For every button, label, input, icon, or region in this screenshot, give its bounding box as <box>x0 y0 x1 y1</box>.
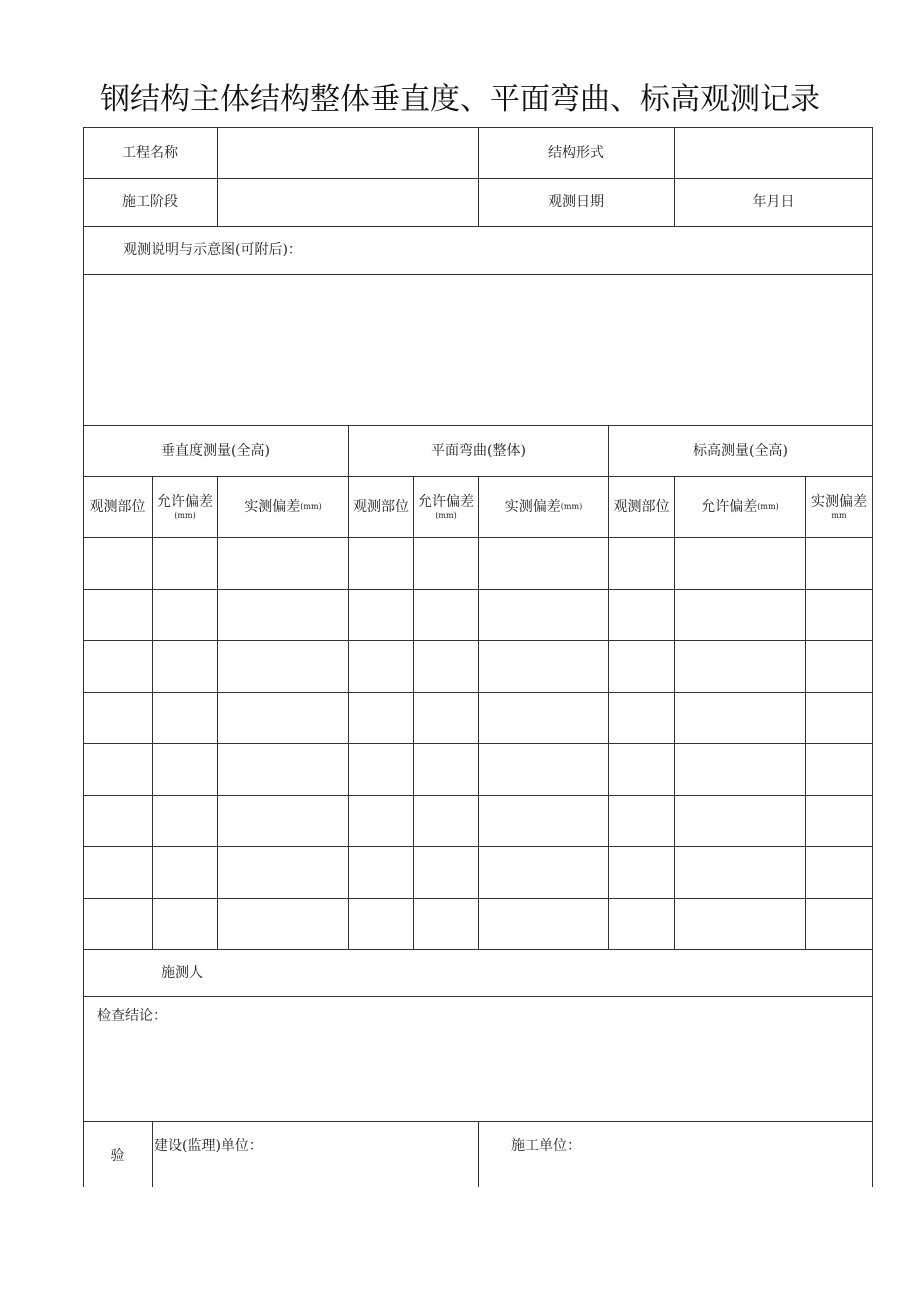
col-allowed-dev <box>414 476 478 537</box>
structure-form-field[interactable] <box>675 127 872 178</box>
col-unit: (mm) <box>757 501 779 511</box>
page-title: 钢结构主体结构整体垂直度、平面弯曲、标高观测记录 <box>100 82 820 117</box>
rule <box>83 996 873 997</box>
col-allowed-dev-label: 允许偏差 <box>418 493 474 510</box>
verticality-header: 垂直度测量(全高) <box>161 442 270 459</box>
owner-label: 建设(监理)单位： <box>154 1138 263 1154</box>
record-form <box>83 127 873 1187</box>
rule <box>872 127 873 1187</box>
contractor-label: 施工单位： <box>511 1138 581 1154</box>
col-unit: (mm) <box>560 501 583 511</box>
rule <box>217 476 218 949</box>
col-obs-part: 观测部位 <box>353 498 409 515</box>
description-label: 观测说明与示意图(可附后)： <box>123 242 302 258</box>
col-allowed-dev-label: 允许偏差 <box>157 493 213 510</box>
rule <box>478 1121 479 1187</box>
col-actual-dev-label: 实测偏差 <box>504 498 561 515</box>
rule <box>478 476 479 949</box>
elevation-header: 标高测量(全高) <box>693 442 788 459</box>
structure-form-label: 结构形式 <box>548 144 604 161</box>
construction-stage-label: 施工阶段 <box>122 194 178 210</box>
rule <box>152 476 153 949</box>
project-name-field[interactable] <box>218 127 478 178</box>
check-label: 验 <box>110 1148 125 1164</box>
col-unit: mm <box>831 510 847 520</box>
col-obs-part: 观测部位 <box>613 498 670 515</box>
col-actual-dev-label: 实测偏差 <box>811 493 867 510</box>
project-name-label: 工程名称 <box>122 144 178 161</box>
rule <box>413 476 414 949</box>
rule <box>805 476 806 949</box>
col-actual-dev <box>218 476 348 537</box>
construction-stage-field[interactable] <box>218 178 478 226</box>
col-allowed-dev <box>675 476 805 537</box>
col-allowed-dev <box>153 476 217 537</box>
surveyor-label: 施测人 <box>161 964 203 981</box>
observation-date-label: 观测日期 <box>548 194 604 210</box>
col-actual-dev-label: 实测偏差 <box>244 498 301 515</box>
col-unit: (mm) <box>435 510 457 520</box>
col-allowed-dev-label: 允许偏差 <box>701 498 758 515</box>
col-actual-dev <box>479 476 608 537</box>
col-unit: (mm) <box>300 501 322 511</box>
col-unit: (mm) <box>174 510 196 520</box>
col-actual-dev <box>806 476 872 537</box>
conclusion-label: 检查结论： <box>97 1008 167 1024</box>
description-area[interactable] <box>84 275 872 425</box>
rule <box>674 476 675 949</box>
bending-header: 平面弯曲(整体) <box>431 442 526 459</box>
col-obs-part: 观测部位 <box>89 498 146 515</box>
rule <box>152 1121 153 1187</box>
observation-date-value[interactable]: 年月日 <box>752 194 795 210</box>
